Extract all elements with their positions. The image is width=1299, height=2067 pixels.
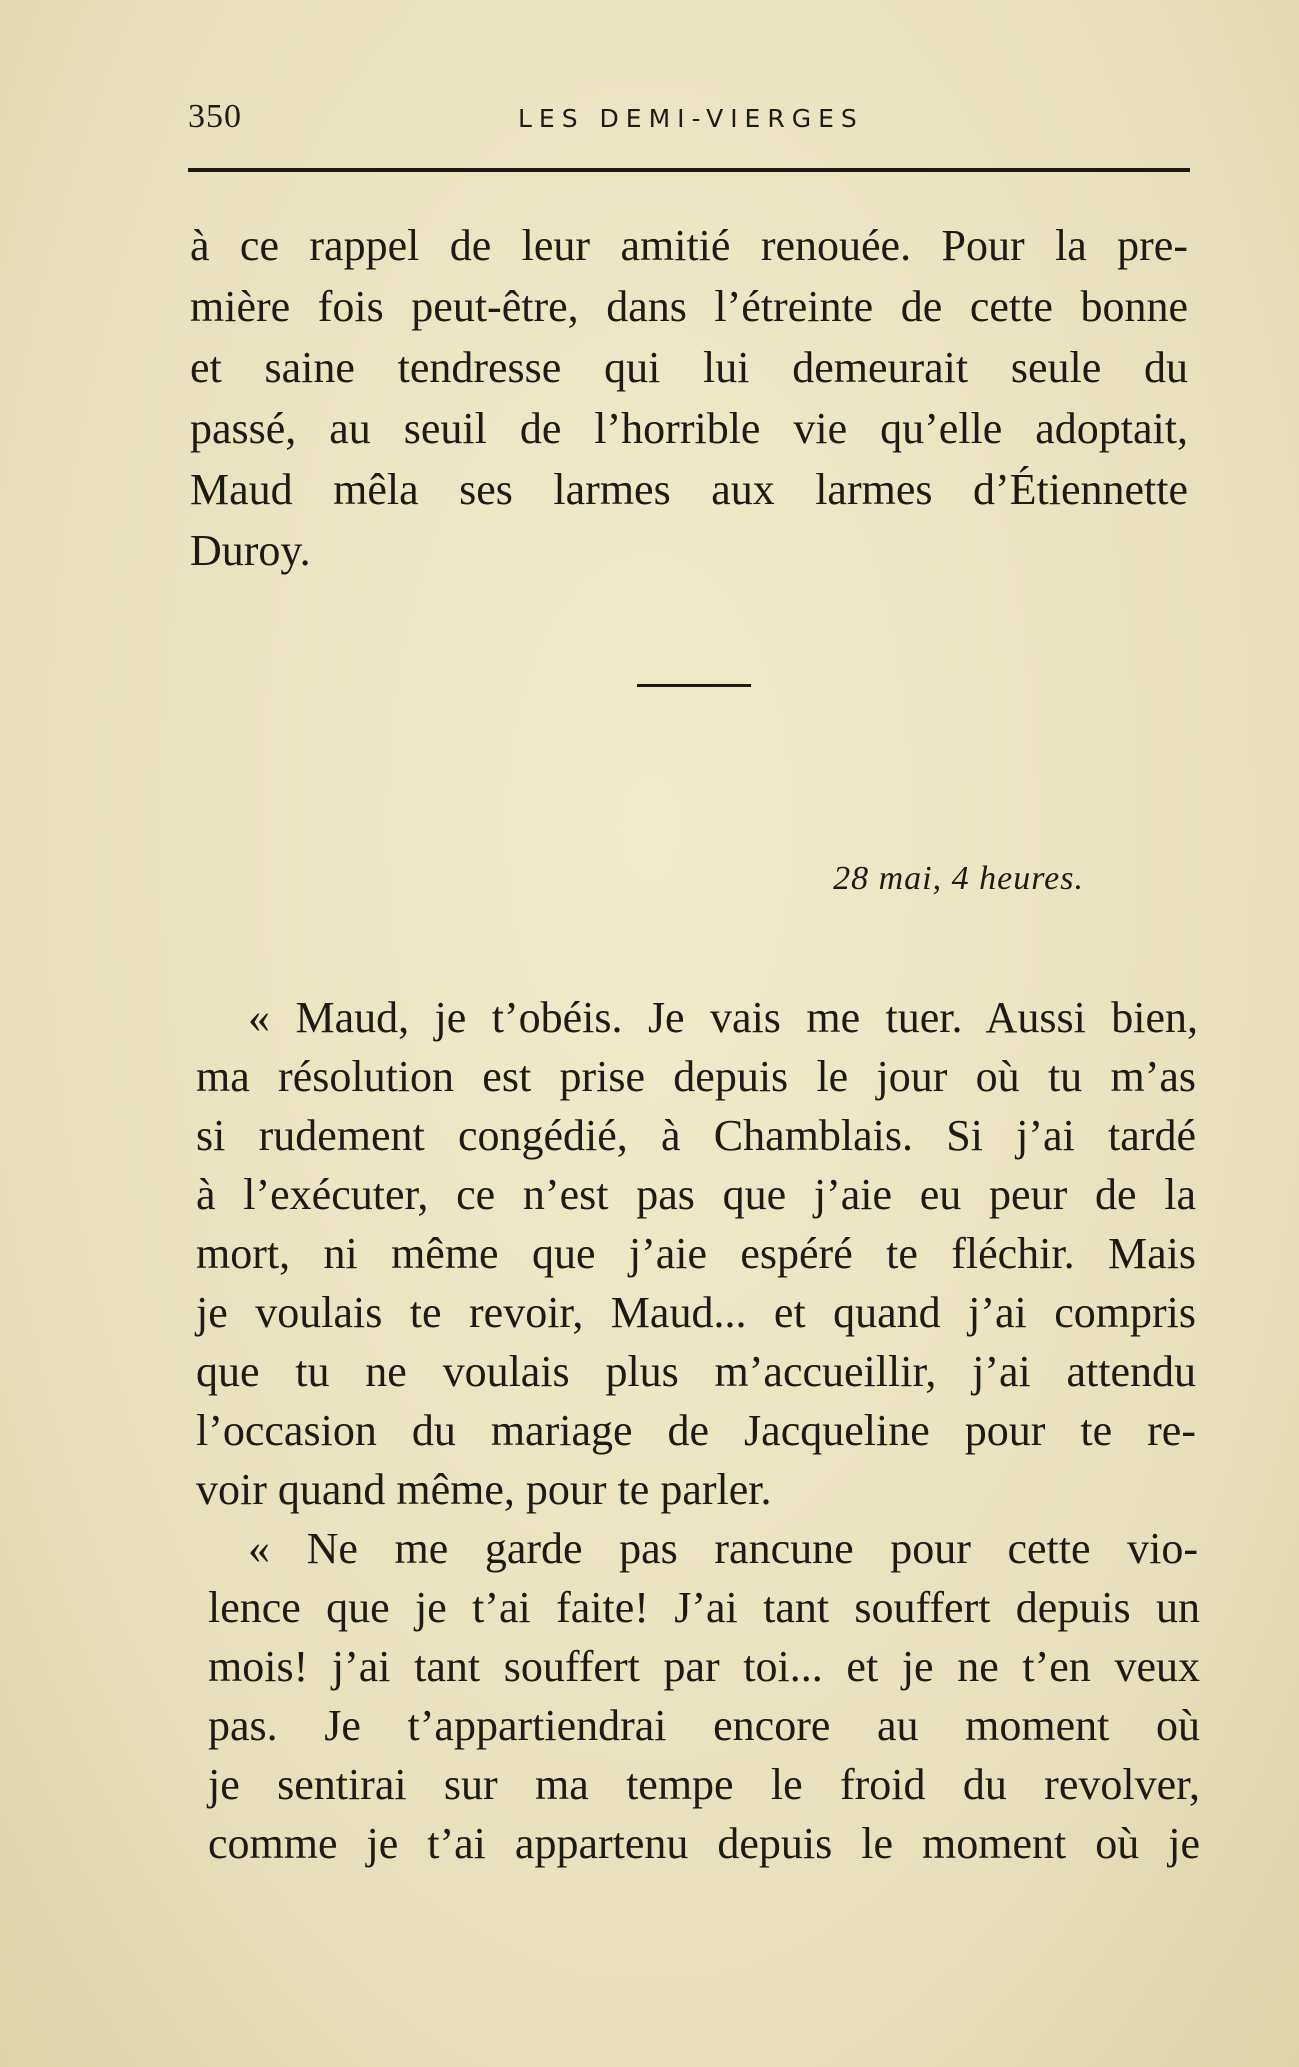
text-line: à ce rappel de leur amitié renouée. Pour la pre- — [190, 221, 1188, 270]
dateline: 28 mai, 4 heures. — [833, 860, 1084, 897]
text-line: mois! j’ai tant souffert par toi... et je ne t’en veux — [208, 1642, 1200, 1691]
text-line: « Maud, je t’obéis. Je vais me tuer. Aussi bien, — [248, 993, 1198, 1042]
text-line: si rudement congédié, à Chamblais. Si j’ai tardé — [196, 1111, 1196, 1160]
page-header — [188, 92, 1188, 142]
header-rule — [188, 168, 1190, 172]
text-line: Duroy. — [190, 526, 311, 575]
text-line: et saine tendresse qui lui demeurait seule du — [190, 343, 1188, 392]
text-line: comme je t’ai appartenu depuis le moment où je — [208, 1819, 1200, 1868]
text-line: je voulais te revoir, Maud... et quand j’ai compris — [196, 1288, 1196, 1337]
text-line: Maud mêla ses larmes aux larmes d’Étiennette — [190, 465, 1188, 514]
text-line: je sentirai sur ma tempe le froid du revolver, — [208, 1760, 1200, 1809]
text-line: voir quand même, pour te parler. — [196, 1465, 772, 1514]
text-line: pas. Je t’appartiendrai encore au moment où — [208, 1701, 1200, 1750]
text-line: à l’exécuter, ce n’est pas que j’aie eu peur de la — [196, 1170, 1196, 1219]
page-number: 350 — [188, 98, 242, 135]
text-line: lence que je t’ai faite! J’ai tant souffert depuis un — [208, 1583, 1200, 1632]
text-line: ma résolution est prise depuis le jour où tu m’as — [196, 1052, 1196, 1101]
section-divider — [637, 684, 751, 687]
text-line: l’occasion du mariage de Jacqueline pour te re- — [196, 1406, 1196, 1455]
text-line: que tu ne voulais plus m’accueillir, j’ai attendu — [196, 1347, 1196, 1396]
text-line: « Ne me garde pas rancune pour cette vio- — [248, 1524, 1198, 1573]
running-title: LES DEMI-VIERGES — [518, 104, 864, 133]
text-line: passé, au seuil de l’horrible vie qu’elle adoptait, — [190, 404, 1188, 453]
text-line: mort, ni même que j’aie espéré te fléchir. Mais — [196, 1229, 1196, 1278]
text-line: mière fois peut-être, dans l’étreinte de cette bonne — [190, 282, 1188, 331]
